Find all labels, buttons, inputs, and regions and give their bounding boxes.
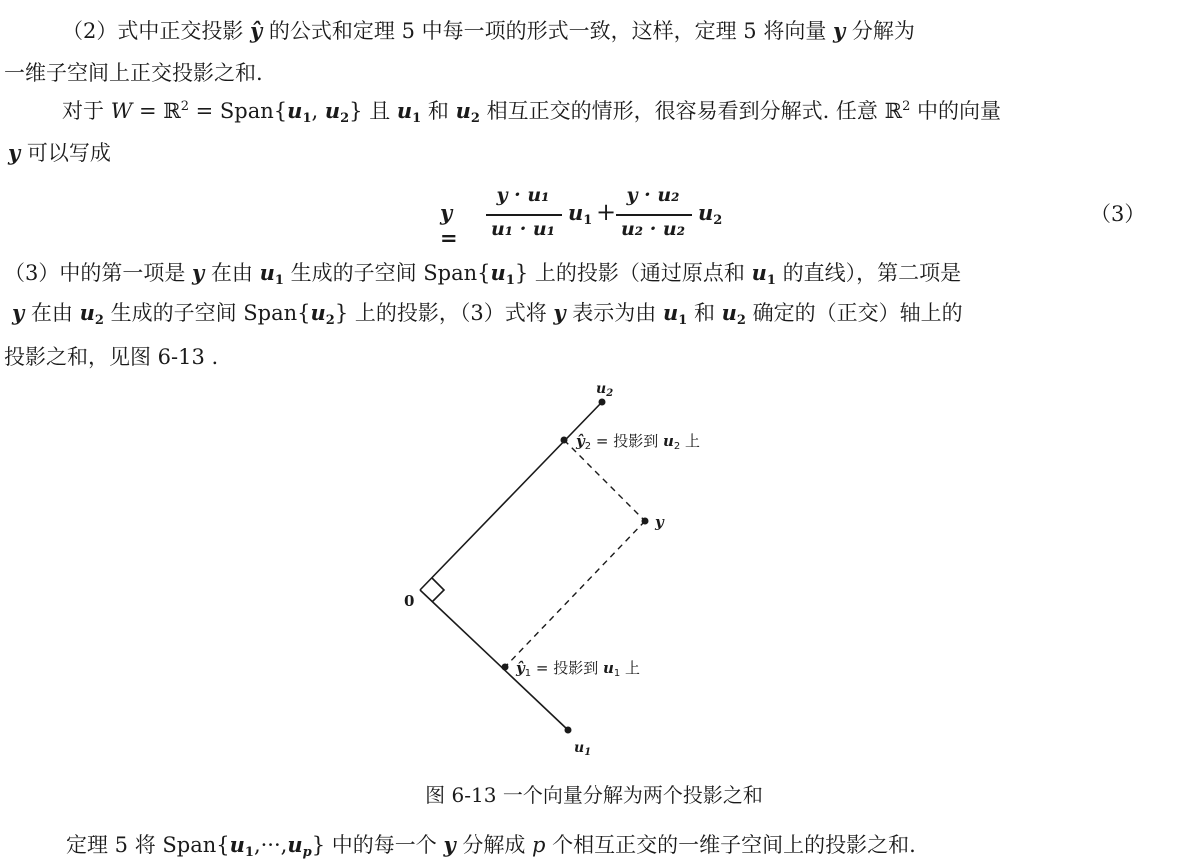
math-u: u (287, 832, 303, 857)
math-y: y (443, 832, 456, 857)
point-y (642, 518, 649, 525)
subscript: 2 (325, 313, 335, 328)
u2-label-letter: u (596, 381, 607, 397)
text: 个相互正交的一维子空间上的投影之和. (545, 833, 916, 857)
paragraph-4 (66, 828, 1188, 862)
math-yhat: ŷ (250, 18, 263, 43)
text: 可以写成 (20, 141, 111, 165)
yhat2-u-subscript: 2 (673, 441, 681, 452)
fraction-1-numerator: y · u₁ (496, 184, 550, 206)
subscript: p (302, 845, 312, 860)
math-u: u (721, 300, 737, 325)
math-u: u (287, 98, 303, 123)
text: 在由 (24, 301, 80, 325)
text: ,···, (253, 833, 288, 857)
text: 投影之和，见图 6-13 . (4, 345, 219, 369)
yhat2-label (575, 432, 700, 452)
equation-lhs: y = (440, 200, 458, 250)
text: , (311, 99, 325, 123)
yhat1-symbol: ŷ (516, 659, 525, 677)
math-u: u (310, 300, 326, 325)
yhat2-u: u (662, 432, 674, 450)
u2-label (596, 381, 613, 399)
text: } 中的每一个 (311, 833, 444, 857)
text: = Span{ (188, 99, 288, 123)
subscript: 1 (678, 313, 688, 328)
fraction-1-denominator: u₁ · u₁ (490, 218, 556, 240)
subscript: 1 (274, 273, 284, 288)
text: 表示为由 (565, 301, 663, 325)
text: 和 (421, 99, 456, 123)
u1-label-letter: u (574, 740, 585, 756)
superscript: 2 (180, 99, 189, 114)
point-u2 (599, 399, 606, 406)
subscript: 1 (412, 111, 422, 126)
yhat1-label (515, 659, 640, 679)
subscript: 2 (470, 111, 480, 126)
math-W: W (110, 99, 133, 123)
text: 确定的（正交）轴上的 (745, 301, 963, 325)
yhat1-text: = 投影到 (531, 659, 603, 677)
subscript: 1 (302, 111, 312, 126)
text: 分解成 (455, 833, 532, 857)
axis-u2-line (420, 402, 602, 590)
plus-sign: + (596, 198, 617, 226)
math-y: y (833, 18, 846, 43)
math-u: u (662, 300, 679, 325)
dashed-line-to-yhat2 (564, 440, 645, 521)
u2-label-subscript: 2 (606, 388, 614, 399)
text: 对于 (62, 99, 111, 123)
math-u: u (79, 300, 95, 325)
math-u: u (324, 98, 341, 123)
text: = ℝ (132, 99, 181, 123)
math-u: u (490, 260, 506, 285)
point-u1 (565, 727, 572, 734)
y-label: y (655, 513, 664, 531)
text: } 上的投影，（3）式将 (334, 301, 554, 325)
subscript: 1 (766, 273, 776, 288)
fraction-2-denominator: u₂ · u₂ (620, 218, 686, 240)
math-y: y (192, 260, 205, 285)
subscript: 1 (505, 273, 515, 288)
math-u: u (698, 200, 714, 225)
math-y: y (8, 140, 21, 165)
text: 中的向量 (910, 99, 1002, 123)
yhat2-end: 上 (680, 432, 701, 450)
text: 分解为 (845, 19, 915, 43)
subscript: 2 (94, 313, 104, 328)
point-yhat2 (561, 437, 568, 444)
u1-label-subscript: 1 (584, 747, 592, 758)
dashed-line-to-yhat1 (505, 521, 645, 667)
text: 生成的子空间 Span{ (283, 261, 491, 285)
yhat1-u-subscript: 1 (613, 668, 621, 679)
u1-label (574, 740, 591, 758)
text: 生成的子空间 Span{ (103, 301, 311, 325)
origin-label: 0 (404, 592, 415, 610)
text: 的直线），第二项是 (775, 261, 962, 285)
math-u: u (259, 260, 275, 285)
text: （3）中的第一项是 (4, 261, 193, 285)
text: 和 (687, 301, 722, 325)
point-yhat1 (502, 664, 509, 671)
figure-caption: 图 6-13 一个向量分解为两个投影之和 (425, 783, 763, 807)
text: 在由 (204, 261, 260, 285)
fraction-2-numerator: y · u₂ (626, 184, 680, 206)
math-u: u (455, 98, 471, 123)
yhat1-subscript: 1 (524, 668, 532, 679)
math-u: u (751, 260, 767, 285)
subscript: 2 (736, 313, 746, 328)
text: 相互正交的情形，很容易看到分解式. 任意 ℝ (479, 99, 903, 123)
yhat2-subscript: 2 (584, 441, 592, 452)
text: 定理 5 将 Span{ (66, 833, 230, 857)
text: } 上的投影（通过原点和 (514, 261, 752, 285)
yhat2-text: = 投影到 (591, 432, 663, 450)
subscript: 1 (244, 845, 254, 860)
superscript: 2 (902, 99, 911, 114)
text: } 且 (349, 99, 397, 123)
text: 的公式和定理 5 中每一项的形式一致，这样，定理 5 将向量 (262, 19, 834, 43)
math-y: y (553, 300, 566, 325)
subscript: 2 (340, 111, 350, 126)
equation-number: （3） (1090, 202, 1146, 226)
text: （2）式中正交投影 (62, 19, 251, 43)
yhat2-symbol: ŷ (576, 432, 585, 450)
subscript: 2 (713, 213, 723, 228)
yhat1-end: 上 (620, 659, 641, 677)
subscript: 1 (583, 213, 593, 228)
yhat1-u: u (602, 659, 614, 677)
math-u: u (568, 200, 584, 225)
text: 一维子空间上正交投影之和. (4, 61, 263, 85)
math-y: y (12, 300, 25, 325)
math-u: u (396, 98, 413, 123)
math-u: u (229, 832, 245, 857)
math-p: p (532, 833, 546, 857)
right-angle-mark (432, 578, 444, 602)
